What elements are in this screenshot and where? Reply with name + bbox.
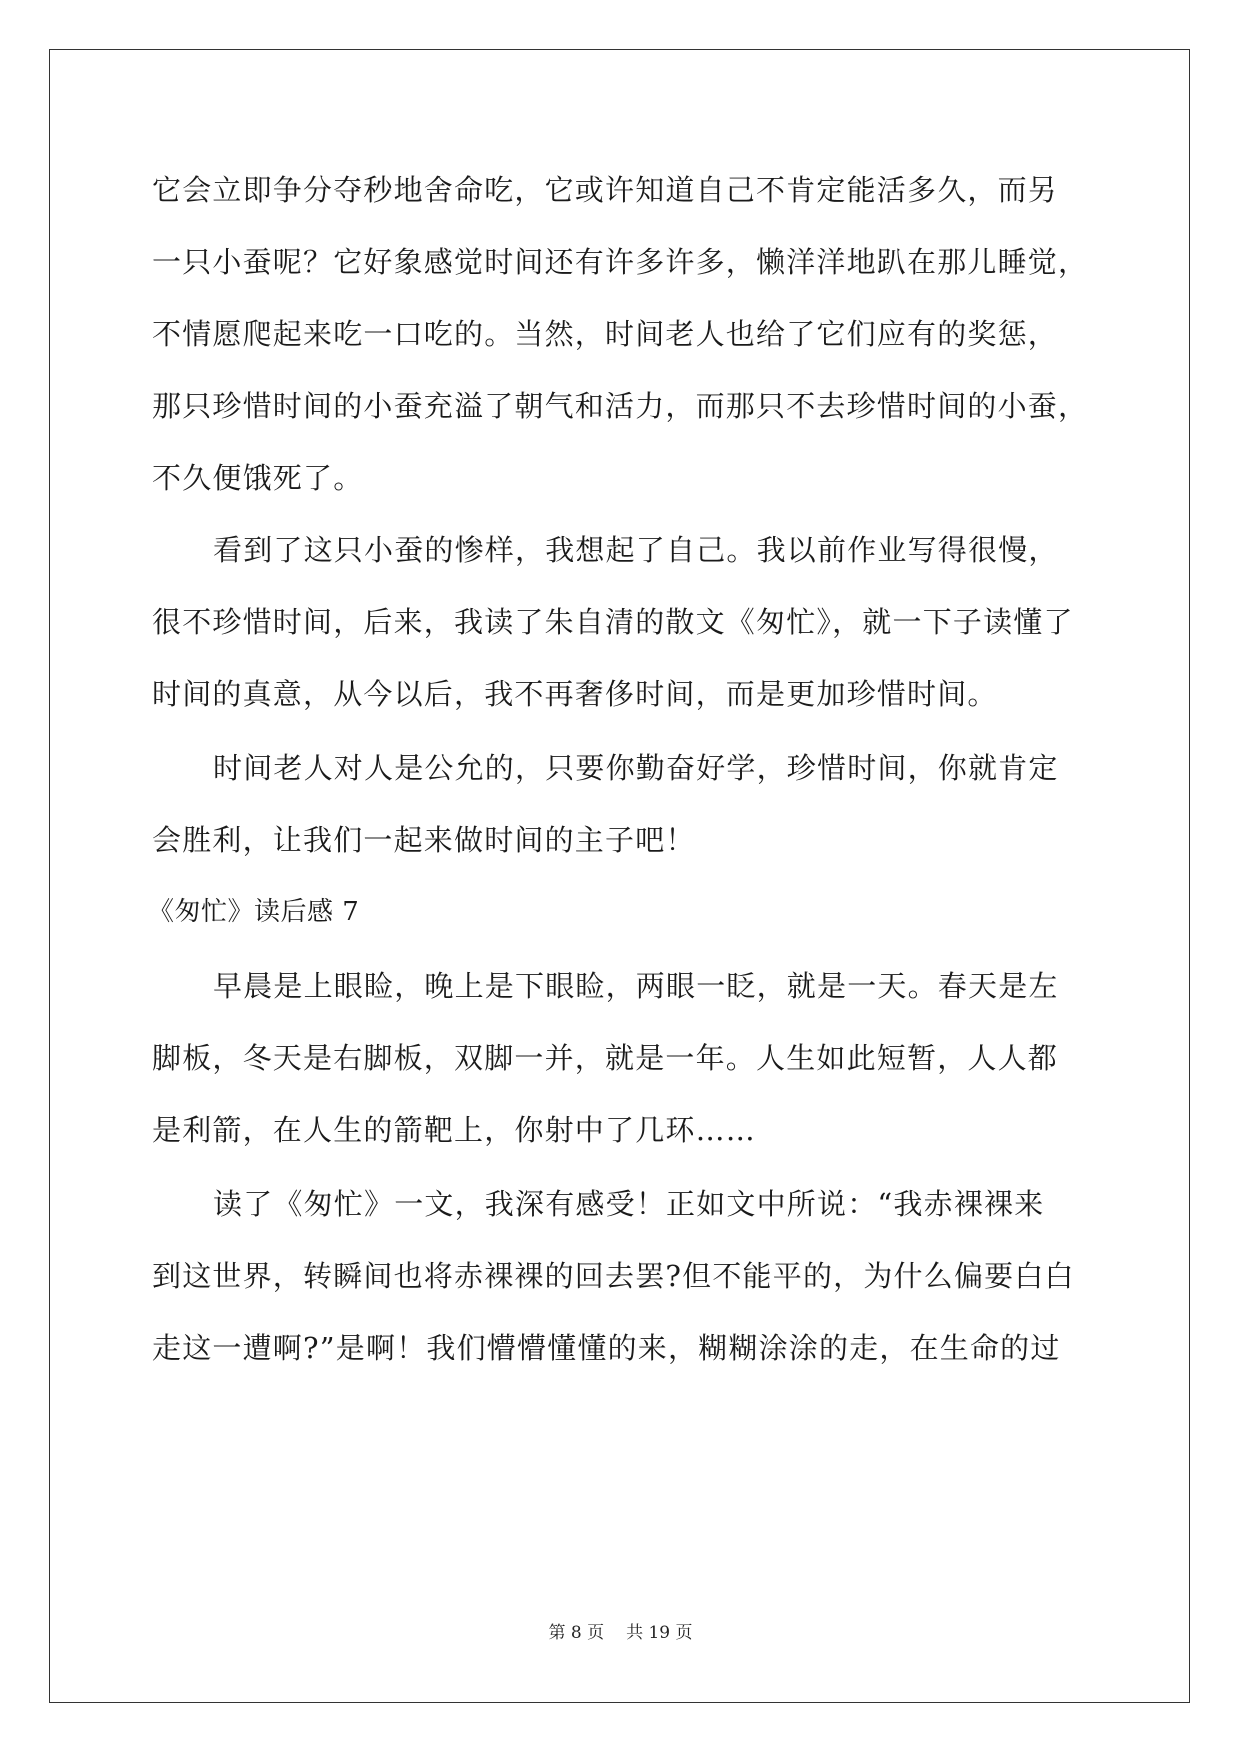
text-line: 一只小蚕呢？它好象感觉时间还有许多许多，懒洋洋地趴在那儿睡觉， [152, 245, 1089, 279]
text-line: 很不珍惜时间，后来，我读了朱自清的散文《匆忙》，就一下子读懂了 [152, 605, 1074, 639]
page-number: 第 8 页 [548, 1623, 605, 1643]
text-line: 到这世界，转瞬间也将赤裸裸的回去罢?但不能平的，为什么偏要白白 [152, 1259, 1075, 1293]
text-line: 不久便饿死了。 [152, 461, 364, 495]
text-line: 脚板，冬天是右脚板，双脚一并，就是一年。人生如此短暂，人人都 [152, 1041, 1059, 1075]
text-line: 会胜利，让我们一起来做时间的主子吧！ [152, 823, 696, 857]
page-frame [49, 49, 1190, 1703]
text-line: 早晨是上眼睑，晚上是下眼睑，两眼一眨，就是一天。春天是左 [213, 969, 1059, 1003]
text-line: 看到了这只小蚕的惨样，我想起了自己。我以前作业写得很慢， [213, 533, 1059, 567]
text-line: 是利箭，在人生的箭靶上，你射中了几环…… [152, 1113, 757, 1147]
text-line: 不情愿爬起来吃一口吃的。当然，时间老人也给了它们应有的奖惩， [152, 317, 1059, 351]
total-pages: 共 19 页 [626, 1623, 693, 1643]
text-line: 它会立即争分夺秒地舍命吃，它或许知道自己不肯定能活多久，而另 [152, 173, 1059, 207]
page-footer [0, 1622, 1241, 1644]
text-line: 那只珍惜时间的小蚕充溢了朝气和活力，而那只不去珍惜时间的小蚕， [152, 389, 1089, 423]
section-heading: 《匆忙》读后感 7 [148, 897, 360, 927]
text-line: 时间的真意，从今以后，我不再奢侈时间，而是更加珍惜时间。 [152, 677, 998, 711]
text-line: 读了《匆忙》一文，我深有感受！正如文中所说：“我赤裸裸来 [213, 1187, 1045, 1221]
text-line: 时间老人对人是公允的，只要你勤奋好学，珍惜时间，你就肯定 [213, 751, 1059, 785]
text-line: 走这一遭啊?”是啊！我们懵懵懂懂的来，糊糊涂涂的走，在生命的过 [152, 1331, 1061, 1365]
